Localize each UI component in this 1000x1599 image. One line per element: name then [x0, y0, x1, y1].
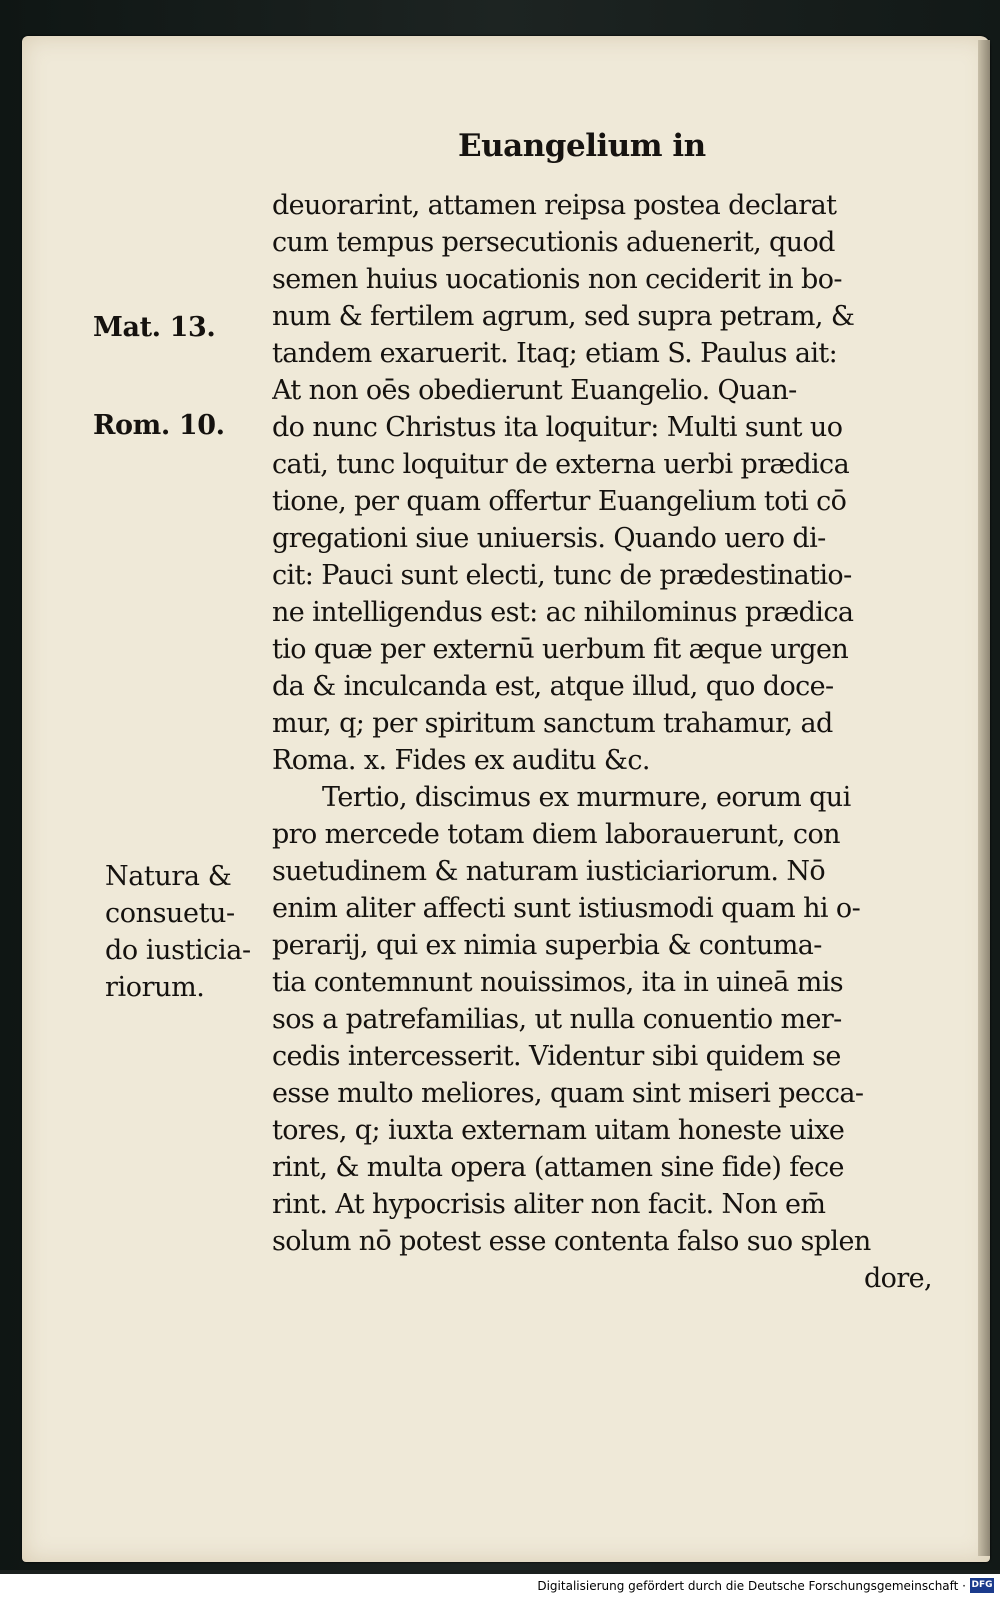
text-line: semen huius uocationis non ceciderit in bo-	[272, 264, 842, 295]
text-line: Roma. x. Fides ex auditu &c.	[272, 745, 650, 776]
text-line: deuorarint, attamen reipsa postea declarat	[272, 190, 837, 221]
margin-note-line: do iusticia-	[105, 935, 251, 966]
text-line: tione, per quam offertur Euangelium toti cō	[272, 486, 847, 517]
text-line: da & inculcanda est, atque illud, quo doce-	[272, 671, 834, 702]
text-line: cit: Pauci sunt electi, tunc de prædestinatio-	[272, 560, 852, 591]
footer-credit: Digitalisierung gefördert durch die Deutsche Forschungsgemeinschaft ·	[537, 1579, 966, 1593]
text-line: pro mercede totam diem laborauerunt, con	[272, 819, 840, 850]
text-line: num & fertilem agrum, sed supra petram, &	[272, 301, 855, 332]
text-line: suetudinem & naturam iusticiariorum. Nō	[272, 856, 826, 887]
margin-note-line: Natura &	[105, 861, 232, 892]
text-line: sos a patrefamilias, ut nulla conuentio mer-	[272, 1004, 842, 1035]
text-line: enim aliter affecti sunt istiusmodi quam hi o-	[272, 893, 861, 924]
text-line: cedis intercesserit. Videntur sibi quidem se	[272, 1041, 841, 1072]
text-line: perarij, qui ex nimia superbia & contuma-	[272, 930, 822, 961]
text-line: Tertio, discimus ex murmure, eorum qui	[322, 782, 851, 813]
text-line: tia contemnunt nouissimos, ita in uineā mis	[272, 967, 843, 998]
body-text	[272, 187, 932, 1297]
text-line: do nunc Christus ita loquitur: Multi sunt uo	[272, 412, 843, 443]
text-line: esse multo meliores, quam sint miseri pecca-	[272, 1078, 864, 1109]
running-header: Euangelium in	[458, 128, 706, 164]
margin-note-line: consuetu-	[105, 898, 235, 929]
text-line: tores, q; iuxta externam uitam honeste uixe	[272, 1115, 845, 1146]
text-line: solum nō potest esse contenta falso suo splen	[272, 1226, 871, 1257]
margin-note-rom: Rom. 10.	[93, 410, 225, 441]
margin-note-natura	[105, 858, 251, 1006]
text-line: tio quæ per externū uerbum fit æque urgen	[272, 634, 849, 665]
text-line: mur, q; per spiritum sanctum trahamur, ad	[272, 708, 833, 739]
text-line: cum tempus persecutionis aduenerit, quod	[272, 227, 835, 258]
page-edge	[978, 40, 990, 1556]
text-line: ne intelligendus est: ac nihilominus prædica	[272, 597, 854, 628]
text-line: tandem exaruerit. Itaq; etiam S. Paulus ait:	[272, 338, 838, 369]
text-line: rint, & multa opera (attamen sine fide) fece	[272, 1152, 844, 1183]
margin-note-line: riorum.	[105, 972, 205, 1003]
dfg-logo: DFG	[970, 1578, 994, 1593]
catchword: dore,	[863, 1263, 932, 1294]
text-line: rint. At hypocrisis aliter non facit. Non em̄	[272, 1189, 826, 1220]
margin-note-mat: Mat. 13.	[93, 312, 216, 343]
text-line: cati, tunc loquitur de externa uerbi prædica	[272, 449, 850, 480]
text-line: gregationi siue uniuersis. Quando uero di-	[272, 523, 826, 554]
text-line: At non oēs obedierunt Euangelio. Quan-	[272, 375, 797, 406]
